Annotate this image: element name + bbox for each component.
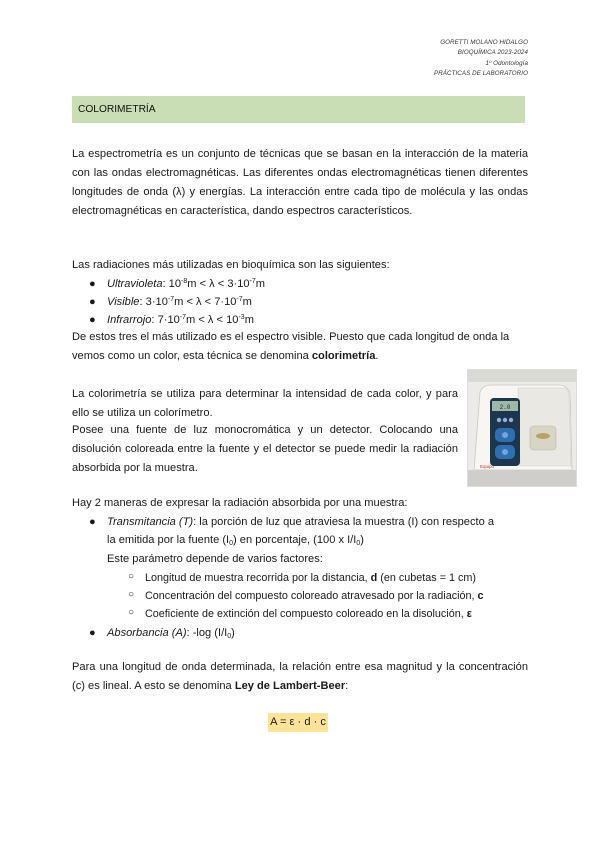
visible-paragraph: De estos tres el más utilizado es el espectro visible. Puesto que cada longitud de onda la vemos como un color, esta técnica se denomina colorimetría. [72,331,510,362]
lambert-beer-formula: A = ε · d · c [268,713,328,732]
ways-lead: Hay 2 maneras de expresar la radiación absorbida por una muestra: [72,497,408,509]
circle-bullet-icon: ○ [128,589,135,600]
photo-screen-text: 2.0 [499,404,511,411]
radiations-lead: Las radiaciones más utilizadas en bioquímica son las siguientes: [72,259,390,271]
colorimeter-paragraph-2: Posee una fuente de luz monocromática y un detector. Colocando una disolución coloreada entre la fuente y el detector se puede medir la radiación absorbida por la muestra. [72,424,458,474]
section-title-banner [72,96,525,123]
section-title: COLORIMETRÍA [78,104,156,115]
header-degree: 1º Odontología [485,59,528,67]
page-header [434,38,528,80]
law-paragraph: Para una longitud de onda determinada, la relación entre esa magnitud y la concentración (c) es lineal. A esto se denomina Ley de Lambert-Beer: [72,661,528,692]
colorimeter-photo [467,369,577,487]
bullet-icon: ● [89,627,96,639]
bullet-icon: ● [89,516,96,528]
bullet-icon: ● [89,314,96,326]
bullet-icon: ● [89,278,96,290]
document-page: GORETTI MOLANO HIDALGO BIOQUÍMICA 2023-2024 1º Odontología PRÁCTICAS DE LABORATORIO COLORIMETRÍA La espectrometría es un conjunto de técnicas que se basan en la interacción de la materia con las ondas electromagnéticas. Las diferentes ondas electromagnéticas tienen diferentes longitudes de onda (λ) y energías. La interacción entre cada tipo de molécula y las ondas electromagnéticas en característica, dando espectros característicos. Las radiaciones más utilizadas en bioquímica son las siguientes: ● Ultravioleta: $10^{-8}m < \lambda < 3\cdot 10^{-7}m$ ● Visible: $3\cdot 10^{-7}m < \lambda < 7\cdot 10^{-7}m$ ● Infrarrojo: $7\cdot 10^{-7}m < \lambda < 10^{-3}m$ De estos tres el más utilizado es el espectro visible. Puesto que cada longitud de onda la vemos como un color, esta técnica se denomina colorimetría. La colorimetría se utiliza para determinar la intensidad de cada color, y para ello se utiliza un colorímetro. Posee una fuente de luz monocromática y un detector. Colocando una disolución coloreada entre la fuente y el detector se puede medir la radiación absorbida por la muestra. 2.0 Equipo Hay 2 maneras de expresar la radiación absorbida por una muestra: ● Transmitancia (T): la porción de luz que atraviesa la muestra (I) con respecto a la emitida por la fuente $(I_0)$ en porcentaje, (100 x $I/I_0$) Este parámetro depende de varios factores: ○ Longitud de muestra recorrida por la distancia, d (en cubetas = 1 cm) ○ Concentración del compuesto coloreado atravesado por la radiación, c ○ Coeficiente de extinción del compuesto coloreado en la disolución, ε ● Absorbancia (A): -log $(I/I_0)$ Para una longitud de onda determinada, la relación entre esa magnitud y la concentración (c) es lineal. A esto se denomina Ley de Lambert-Beer: A = ε · d · c [0,0,600,848]
colorimeter-illustration [468,370,576,486]
bullet-icon: ● [89,296,96,308]
header-section: PRÁCTICAS DE LABORATORIO [434,70,528,78]
header-course: BIOQUÍMICA 2023-2024 [457,49,528,57]
photo-logo-text: Equipo [480,464,495,469]
circle-bullet-icon: ○ [128,607,135,618]
header-author: GORETTI MOLANO HIDALGO [440,39,528,46]
intro-paragraph: La espectrometría es un conjunto de técnicas que se basan en la interacción de la materia con las ondas electromagnéticas. Las diferentes ondas electromagnéticas tienen diferentes longitudes de onda (λ) y energías. La interacción entre cada tipo de molécula y las ondas electromagnéticas en característica, dando espectros característicos. [72,148,528,217]
circle-bullet-icon: ○ [128,571,135,582]
colorimeter-paragraph-1: La colorimetría se utiliza para determinar la intensidad de cada color, y para ello se utiliza un colorímetro. [72,388,458,419]
